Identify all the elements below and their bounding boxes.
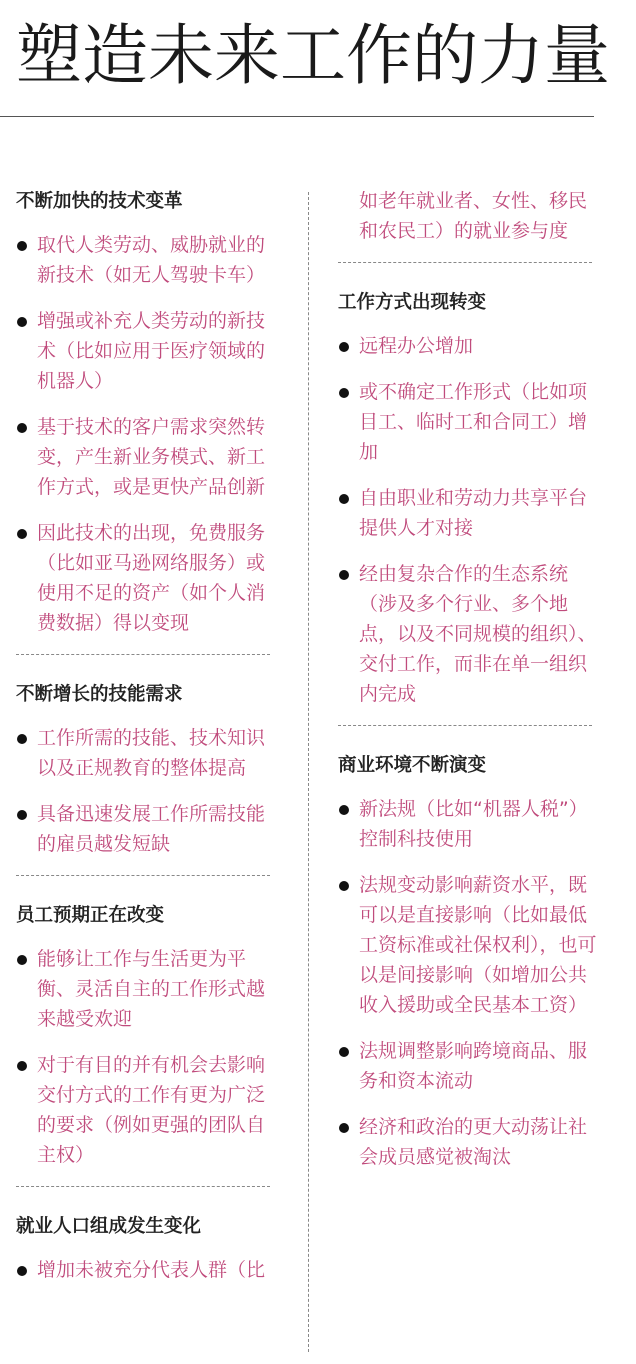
column-divider <box>308 192 309 1352</box>
section-title: 不断加快的技术变革 <box>16 191 183 212</box>
list-item: 或不确定工作形式（比如项目工、临时工和合同工）增加 <box>338 377 600 467</box>
list-item: 经由复杂合作的生态系统（涉及多个行业、多个地点，以及不同规模的组织）、交付工作，而非在单一组织内完成 <box>338 559 600 709</box>
right-column <box>338 186 600 1188</box>
section-tech-change <box>16 186 276 638</box>
list-item: 新法规（比如“机器人税”）控制科技使用 <box>338 794 600 854</box>
list-item: 增强或补充人类劳动的新技术（比如应用于医疗领域的机器人） <box>16 306 276 396</box>
list-item: 能够让工作与生活更为平衡、灵活自主的工作形式越来越受欢迎 <box>16 944 276 1034</box>
list-item: 自由职业和劳动力共享平台提供人才对接 <box>338 483 600 543</box>
section-title: 不断增长的技能需求 <box>16 684 183 705</box>
section-employee-expectations <box>16 900 276 1170</box>
section-divider <box>338 262 592 263</box>
section-title: 工作方式出现转变 <box>338 292 487 313</box>
list-item: 基于技术的客户需求突然转变，产生新业务模式、新工作方式，或是更快产品创新 <box>16 412 276 502</box>
list-item: 法规变动影响薪资水平，既可以是直接影响（比如最低工资标准或社保权利），也可以是间接影响（如增加公共收入援助或全民基本工资） <box>338 870 600 1020</box>
list-item-continuation: 如老年就业者、女性、移民和农民工）的就业参与度 <box>359 190 588 242</box>
section-title: 员工预期正在改变 <box>16 905 165 926</box>
list-item: 增加未被充分代表人群（比 <box>16 1255 276 1285</box>
section-workforce-composition <box>16 1211 276 1285</box>
section-work-methods <box>338 287 600 709</box>
section-skills-demand <box>16 679 276 859</box>
section-divider <box>16 1186 270 1187</box>
list-item: 法规调整影响跨境商品、服务和资本流动 <box>338 1036 600 1096</box>
left-column <box>16 186 276 1301</box>
list-item: 因此技术的出现，免费服务（比如亚马逊网络服务）或使用不足的资产（如个人消费数据）得以变现 <box>16 518 276 638</box>
section-title: 就业人口组成发生变化 <box>16 1216 202 1237</box>
section-business-environment <box>338 750 600 1172</box>
section-divider <box>16 875 270 876</box>
list-item: 对于有目的并有机会去影响交付方式的工作有更为广泛的要求（例如更强的团队自主权） <box>16 1050 276 1170</box>
section-divider <box>16 654 270 655</box>
list-item: 经济和政治的更大动荡让社会成员感觉被淘汰 <box>338 1112 600 1172</box>
section-title: 商业环境不断演变 <box>338 755 487 776</box>
title-divider <box>0 116 594 117</box>
list-item: 远程办公增加 <box>338 331 600 361</box>
list-item: 取代人类劳动、威胁就业的新技术（如无人驾驶卡车） <box>16 230 276 290</box>
list-item: 工作所需的技能、技术知识以及正规教育的整体提高 <box>16 723 276 783</box>
list-item: 具备迅速发展工作所需技能的雇员越发短缺 <box>16 799 276 859</box>
page-title: 塑造未来工作的力量 <box>16 17 610 94</box>
section-divider <box>338 725 592 726</box>
